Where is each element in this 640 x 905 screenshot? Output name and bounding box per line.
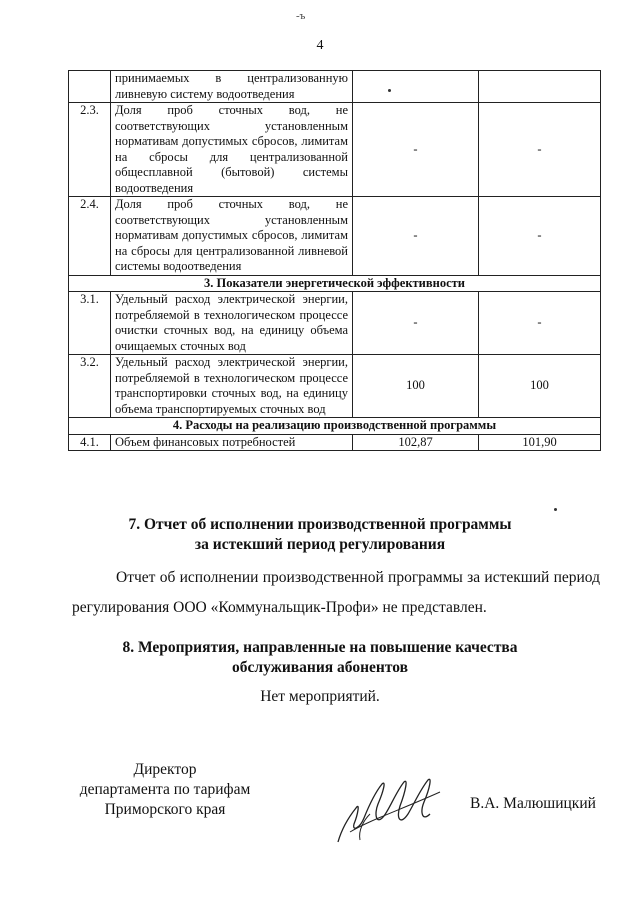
row-value-1: - [353,103,479,197]
section7-heading-line1: 7. Отчет об исполнении производственной программы [128,516,512,533]
row-value-2: 101,90 [479,434,601,451]
section8-heading-line2: обслуживания абонентов [232,659,408,676]
row-value-1: 102,87 [353,434,479,451]
row-number: 3.2. [69,355,111,418]
signatory-line1: Директор [133,761,197,778]
section8-heading [0,638,640,678]
row-description: Доля проб сточных вод, не соответствующих установленным нормативам допустимых сбросов, лимитам на сбросы для централизованной общесплавной (бытовой) системы водоотведения [111,103,353,197]
row-description: Объем финансовых потребностей [111,434,353,451]
scan-speck [554,508,557,511]
signatory-name: В.А. Малюшицкий [470,795,596,812]
section7-text: Отчет об исполнении производственной программы за истекший период регулирования ООО «Коммунальщик-Профи» не представлен. [72,569,600,616]
section7-paragraph [72,563,600,623]
table-row [69,434,601,451]
indicators-table-body [69,71,601,451]
section-title: 3. Показатели энергетической эффективности [69,275,601,292]
section7-heading [0,515,640,555]
row-number [69,71,111,103]
section8-text: Нет мероприятий. [260,688,380,705]
table-row [69,71,601,103]
section7-heading-line2: за истекший период регулирования [194,536,446,553]
table-section-row [69,418,601,435]
table-row [69,292,601,355]
section8-heading-line1: 8. Мероприятия, направленные на повышение качества [122,639,518,656]
row-description: принимаемых в централизованную ливневую систему водоотведения [111,71,353,103]
signatory-line2: департамента по тарифам [79,781,251,798]
signatory-line3: Приморского края [104,801,226,818]
row-number: 3.1. [69,292,111,355]
row-description: Удельный расход электрической энергии, потребляемой в технологическом процессе очистки сточных вод, на единицу объема очищаемых сточных вод [111,292,353,355]
row-value-2: - [479,292,601,355]
row-value-1: - [353,197,479,276]
row-value-2: 100 [479,355,601,418]
top-mark: -ъ [296,10,306,22]
row-value-1 [353,71,479,103]
table-row [69,103,601,197]
indicators-table [68,70,601,451]
section-title: 4. Расходы на реализацию производственной программы [69,418,601,435]
row-value-2: - [479,197,601,276]
row-value-2 [479,71,601,103]
table-section-row [69,275,601,292]
row-value-1: - [353,292,479,355]
row-number: 2.4. [69,197,111,276]
row-value-1: 100 [353,355,479,418]
table-row [69,197,601,276]
row-number: 4.1. [69,434,111,451]
table-row [69,355,601,418]
scan-speck [388,89,391,92]
row-number: 2.3. [69,103,111,197]
row-description: Удельный расход электрической энергии, потребляемой в технологическом процессе транспортировки сточных вод, на единицу объема транспортируемых сточных вод [111,355,353,418]
row-value-2: - [479,103,601,197]
row-description: Доля проб сточных вод, не соответствующих установленным нормативам допустимых сбросов, лимитам на сбросы для централизованной ливневой системы водоотведения [111,197,353,276]
signatory-title [50,760,280,820]
page-number: 4 [316,38,324,53]
handwritten-signature [330,770,450,850]
